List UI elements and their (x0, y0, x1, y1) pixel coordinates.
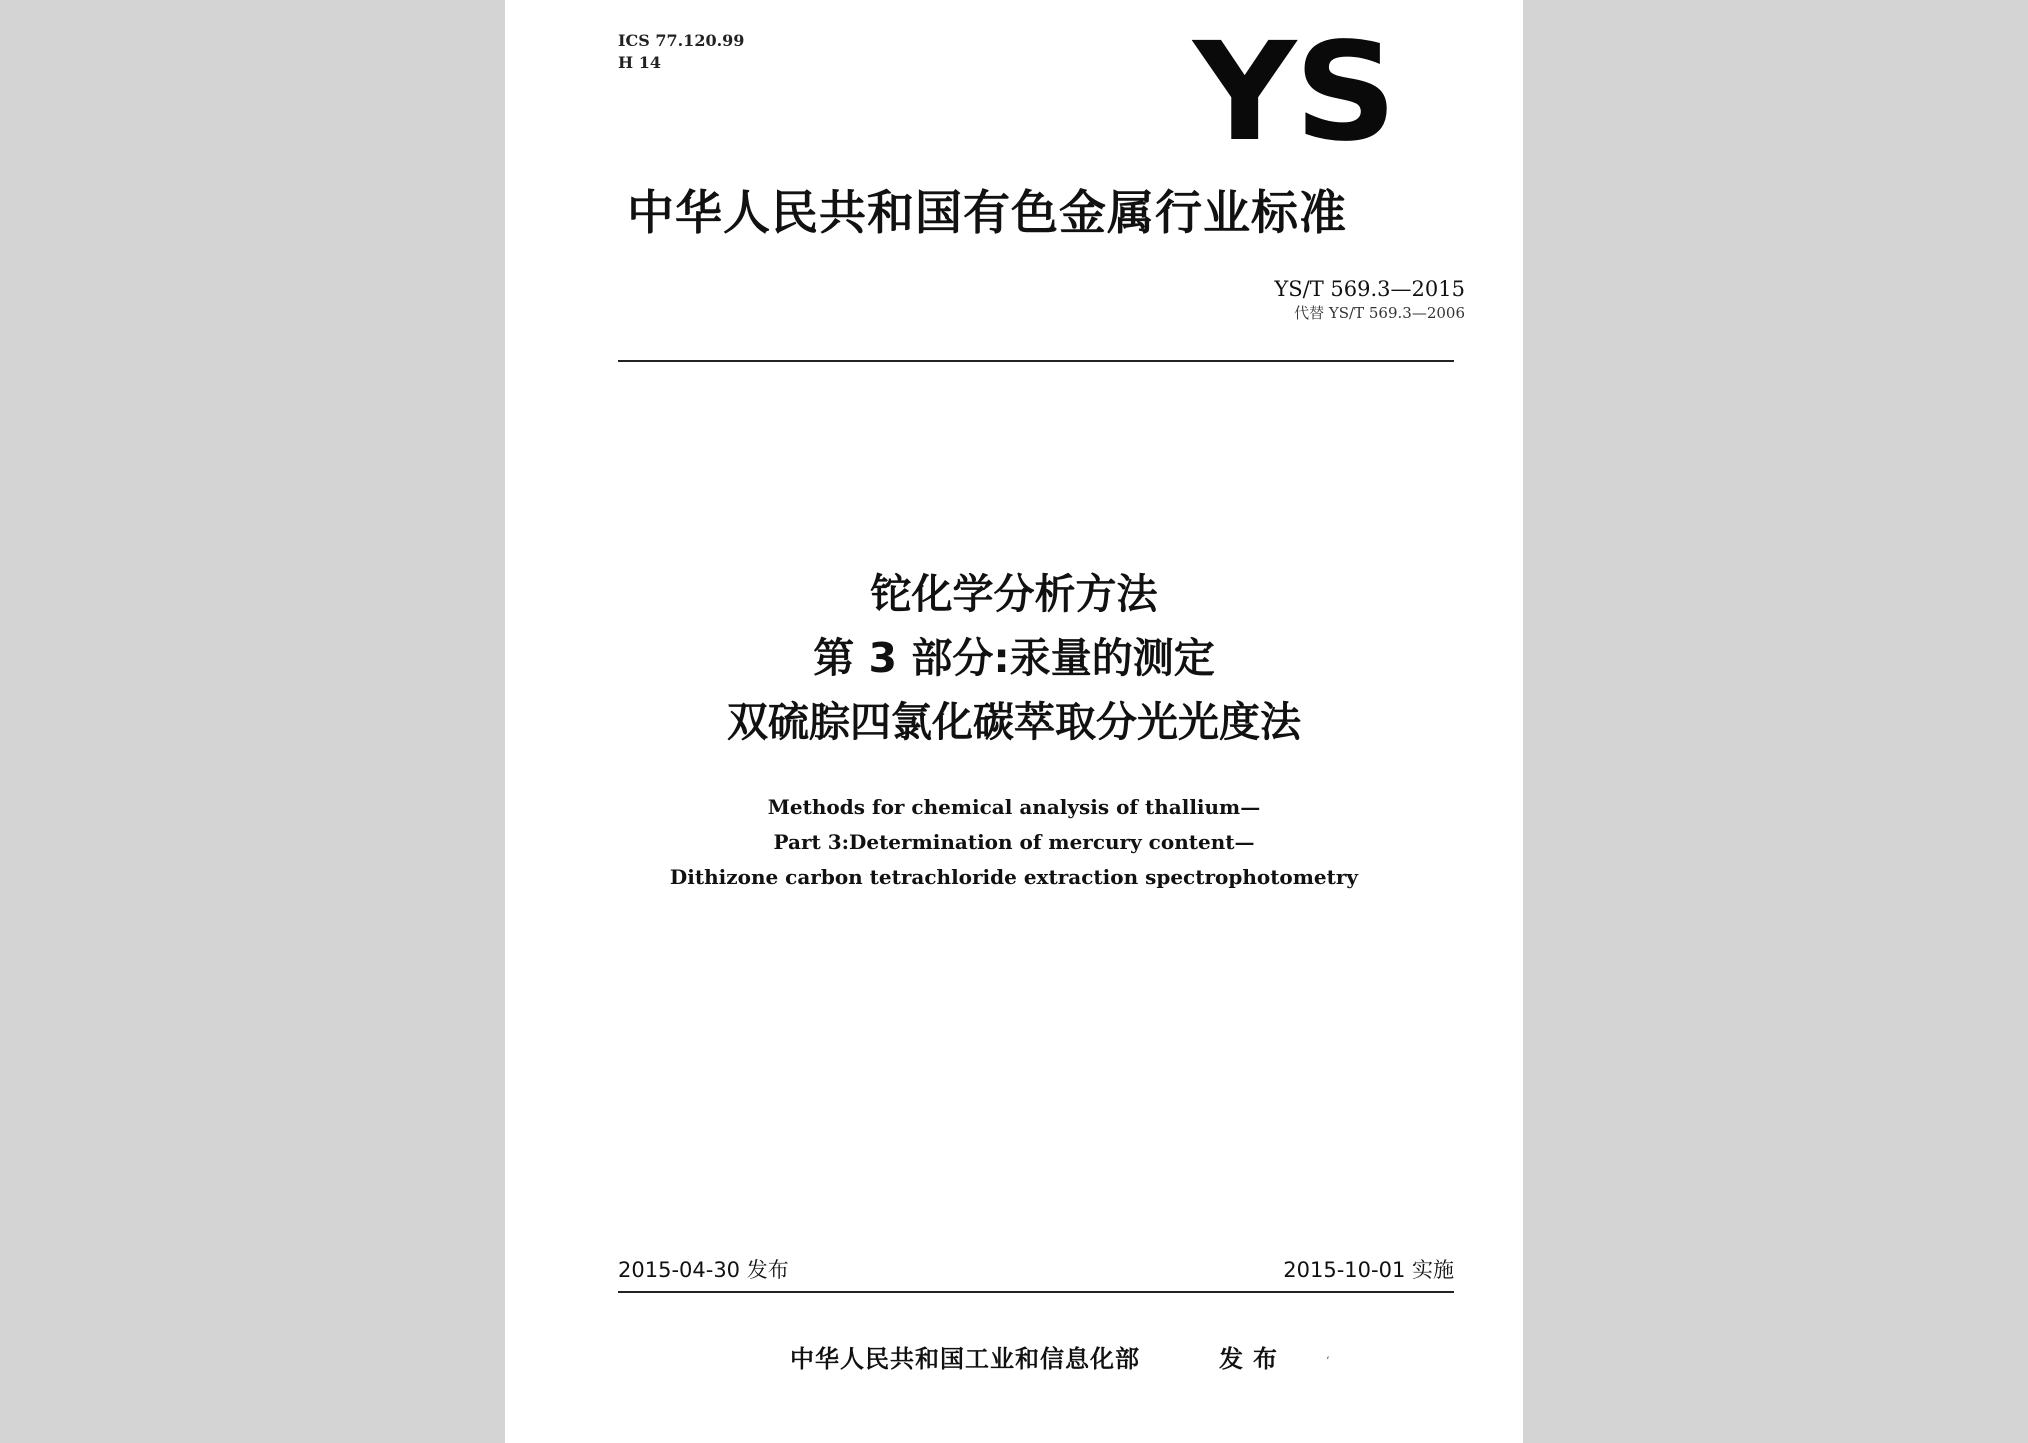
english-title-line: Dithizone carbon tetrachloride extraction spectrophotometry (669, 865, 1359, 889)
chinese-title-line: 第 3 部分:汞量的测定 (813, 634, 1215, 682)
chinese-title-line: 铊化学分析方法 (870, 570, 1158, 618)
ics-code: ICS 77.120.99 (618, 31, 745, 50)
classification-codes (618, 30, 744, 74)
publisher-name: 中华人民共和国工业和信息化部 (790, 1345, 1140, 1373)
issue-date: 2015-04-30 发布 (618, 1258, 789, 1282)
standard-category-title: 中华人民共和国有色金属行业标准 (627, 186, 1347, 241)
footer-divider (618, 1291, 1454, 1293)
scan-mark: ‘ (1326, 1354, 1330, 1368)
standard-cover-page (505, 0, 1523, 1443)
replaced-standard: 代替 YS/T 569.3—2006 (1294, 304, 1465, 322)
implementation-date: 2015-10-01 实施 (1283, 1258, 1454, 1282)
english-title (505, 790, 1523, 895)
publish-label: 发布 (1219, 1345, 1287, 1373)
chinese-title-line: 双硫腙四氯化碳萃取分光光度法 (727, 698, 1301, 746)
ys-logo: YS (1193, 14, 1396, 172)
header-divider (618, 360, 1454, 362)
chinese-title (505, 562, 1523, 754)
english-title-line: Part 3:Determination of mercury content— (773, 830, 1255, 854)
english-title-line: Methods for chemical analysis of thallium— (767, 795, 1261, 819)
ccs-code: H 14 (618, 53, 661, 72)
standard-number: YS/T 569.3—2015 (1274, 277, 1465, 301)
